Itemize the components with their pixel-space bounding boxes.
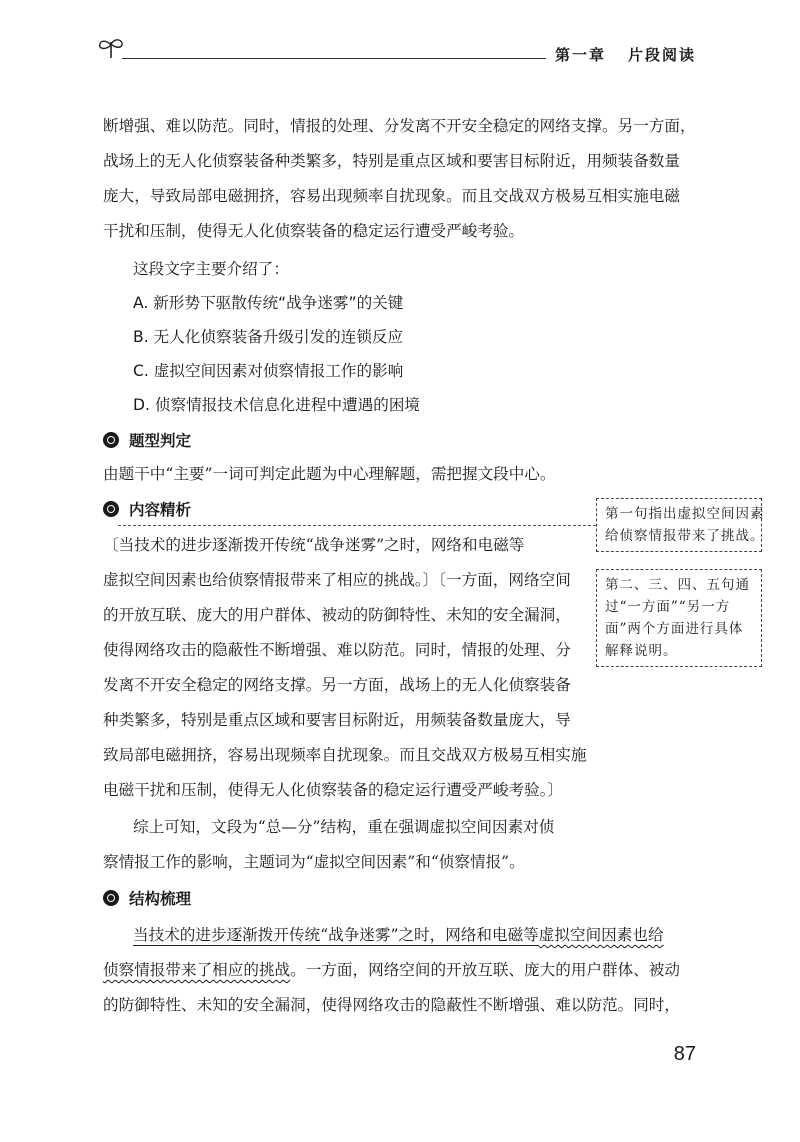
summary-line: 综上可知，文段为“总—分”结构，重在强调虚拟空间因素对侦 [133, 818, 555, 836]
header-title [555, 44, 696, 65]
magnifier-icon [103, 501, 119, 517]
page-number: 87 [673, 1043, 696, 1065]
passage-line: 干扰和压制，使得无人化侦察装备的稳定运行遭受严峻考验。 [103, 222, 525, 240]
analysis-line: 种类繁多，特别是重点区域和要害目标附近，用频装备数量庞大，导 [103, 711, 571, 729]
header-rule [122, 58, 546, 59]
structure-icon [103, 890, 119, 906]
passage-line: 庞大，导致局部电磁拥挤，容易出现频率自扰现象。而且交战双方极易互相实施电磁 [103, 187, 680, 205]
analysis-line: 虚拟空间因素也给侦察情报带来了相应的挑战。〕〔一方面，网络空间 [103, 571, 571, 589]
content-analysis-heading: 内容精析 [103, 497, 191, 521]
passage-line: 断增强、难以防范。同时，情报的处理、分发离不开安全稳定的网络支撑。另一方面， [103, 117, 696, 135]
analysis-line: 使得网络攻击的隐蔽性不断增强、难以防范。同时，情报的处理、分 [103, 641, 571, 659]
analysis-line: 的开放互联、庞大的用户群体、被动的防御特性、未知的安全漏洞， [103, 606, 571, 624]
passage-line: 战场上的无人化侦察装备种类繁多，特别是重点区域和要害目标附近，用频装备数量 [103, 152, 680, 170]
note-connector [118, 525, 596, 526]
option-d: D. 侦察情报技术信息化进程中遭遇的困境 [133, 396, 421, 414]
sprout-icon [96, 36, 126, 60]
analysis-line: 电磁干扰和压制，使得无人化侦察装备的稳定运行遭受严峻考验。〕 [103, 781, 564, 799]
chapter-label: 第一章 [554, 46, 606, 64]
option-c: C. 虚拟空间因素对侦察情报工作的影响 [133, 362, 404, 380]
section-label: 片段阅读 [627, 46, 696, 64]
analysis-line: 致局部电磁拥挤，容易出现频率自扰现象。而且交战双方极易互相实施 [103, 746, 587, 764]
structure-heading: 结构梳理 [103, 886, 191, 910]
summary-line: 察情报工作的影响，主题词为“虚拟空间因素”和“侦察情报”。 [103, 853, 525, 871]
bulb-icon [103, 432, 119, 448]
structure-line-1: 当技术的进步逐渐拨开传统“战争迷雾”之时，网络和电磁等虚拟空间因素也给 [133, 926, 664, 944]
type-judgment-heading: 题型判定 [103, 428, 191, 452]
analysis-line: 发离不开安全稳定的网络支撑。另一方面，战场上的无人化侦察装备 [103, 676, 571, 694]
side-note-first: 第一句指出虚拟空间因素 给侦察情报带来了挑战。 [596, 498, 762, 552]
option-a: A. 新形势下驱散传统“战争迷雾”的关键 [133, 294, 404, 312]
type-judgment-text: 由题干中“主要”一词可判定此题为中心理解题，需把握文段中心。 [103, 465, 556, 483]
structure-line-3: 的防御特性、未知的安全漏洞，使得网络攻击的隐蔽性不断增强、难以防范。同时， [103, 996, 680, 1014]
question-stem: 这段文字主要介绍了： [133, 260, 289, 278]
side-note-second: 第二、三、四、五句通 过“一方面”“另一方 面”两个方面进行具体 解释说明。 [596, 569, 762, 667]
page-header [96, 30, 696, 70]
structure-line-2: 侦察情报带来了相应的挑战。一方面，网络空间的开放互联、庞大的用户群体、被动 [103, 961, 680, 979]
analysis-line: 〔当技术的进步逐渐拨开传统“战争迷雾”之时，网络和电磁等 [103, 536, 525, 554]
option-b: B. 无人化侦察装备升级引发的连锁反应 [133, 328, 404, 346]
